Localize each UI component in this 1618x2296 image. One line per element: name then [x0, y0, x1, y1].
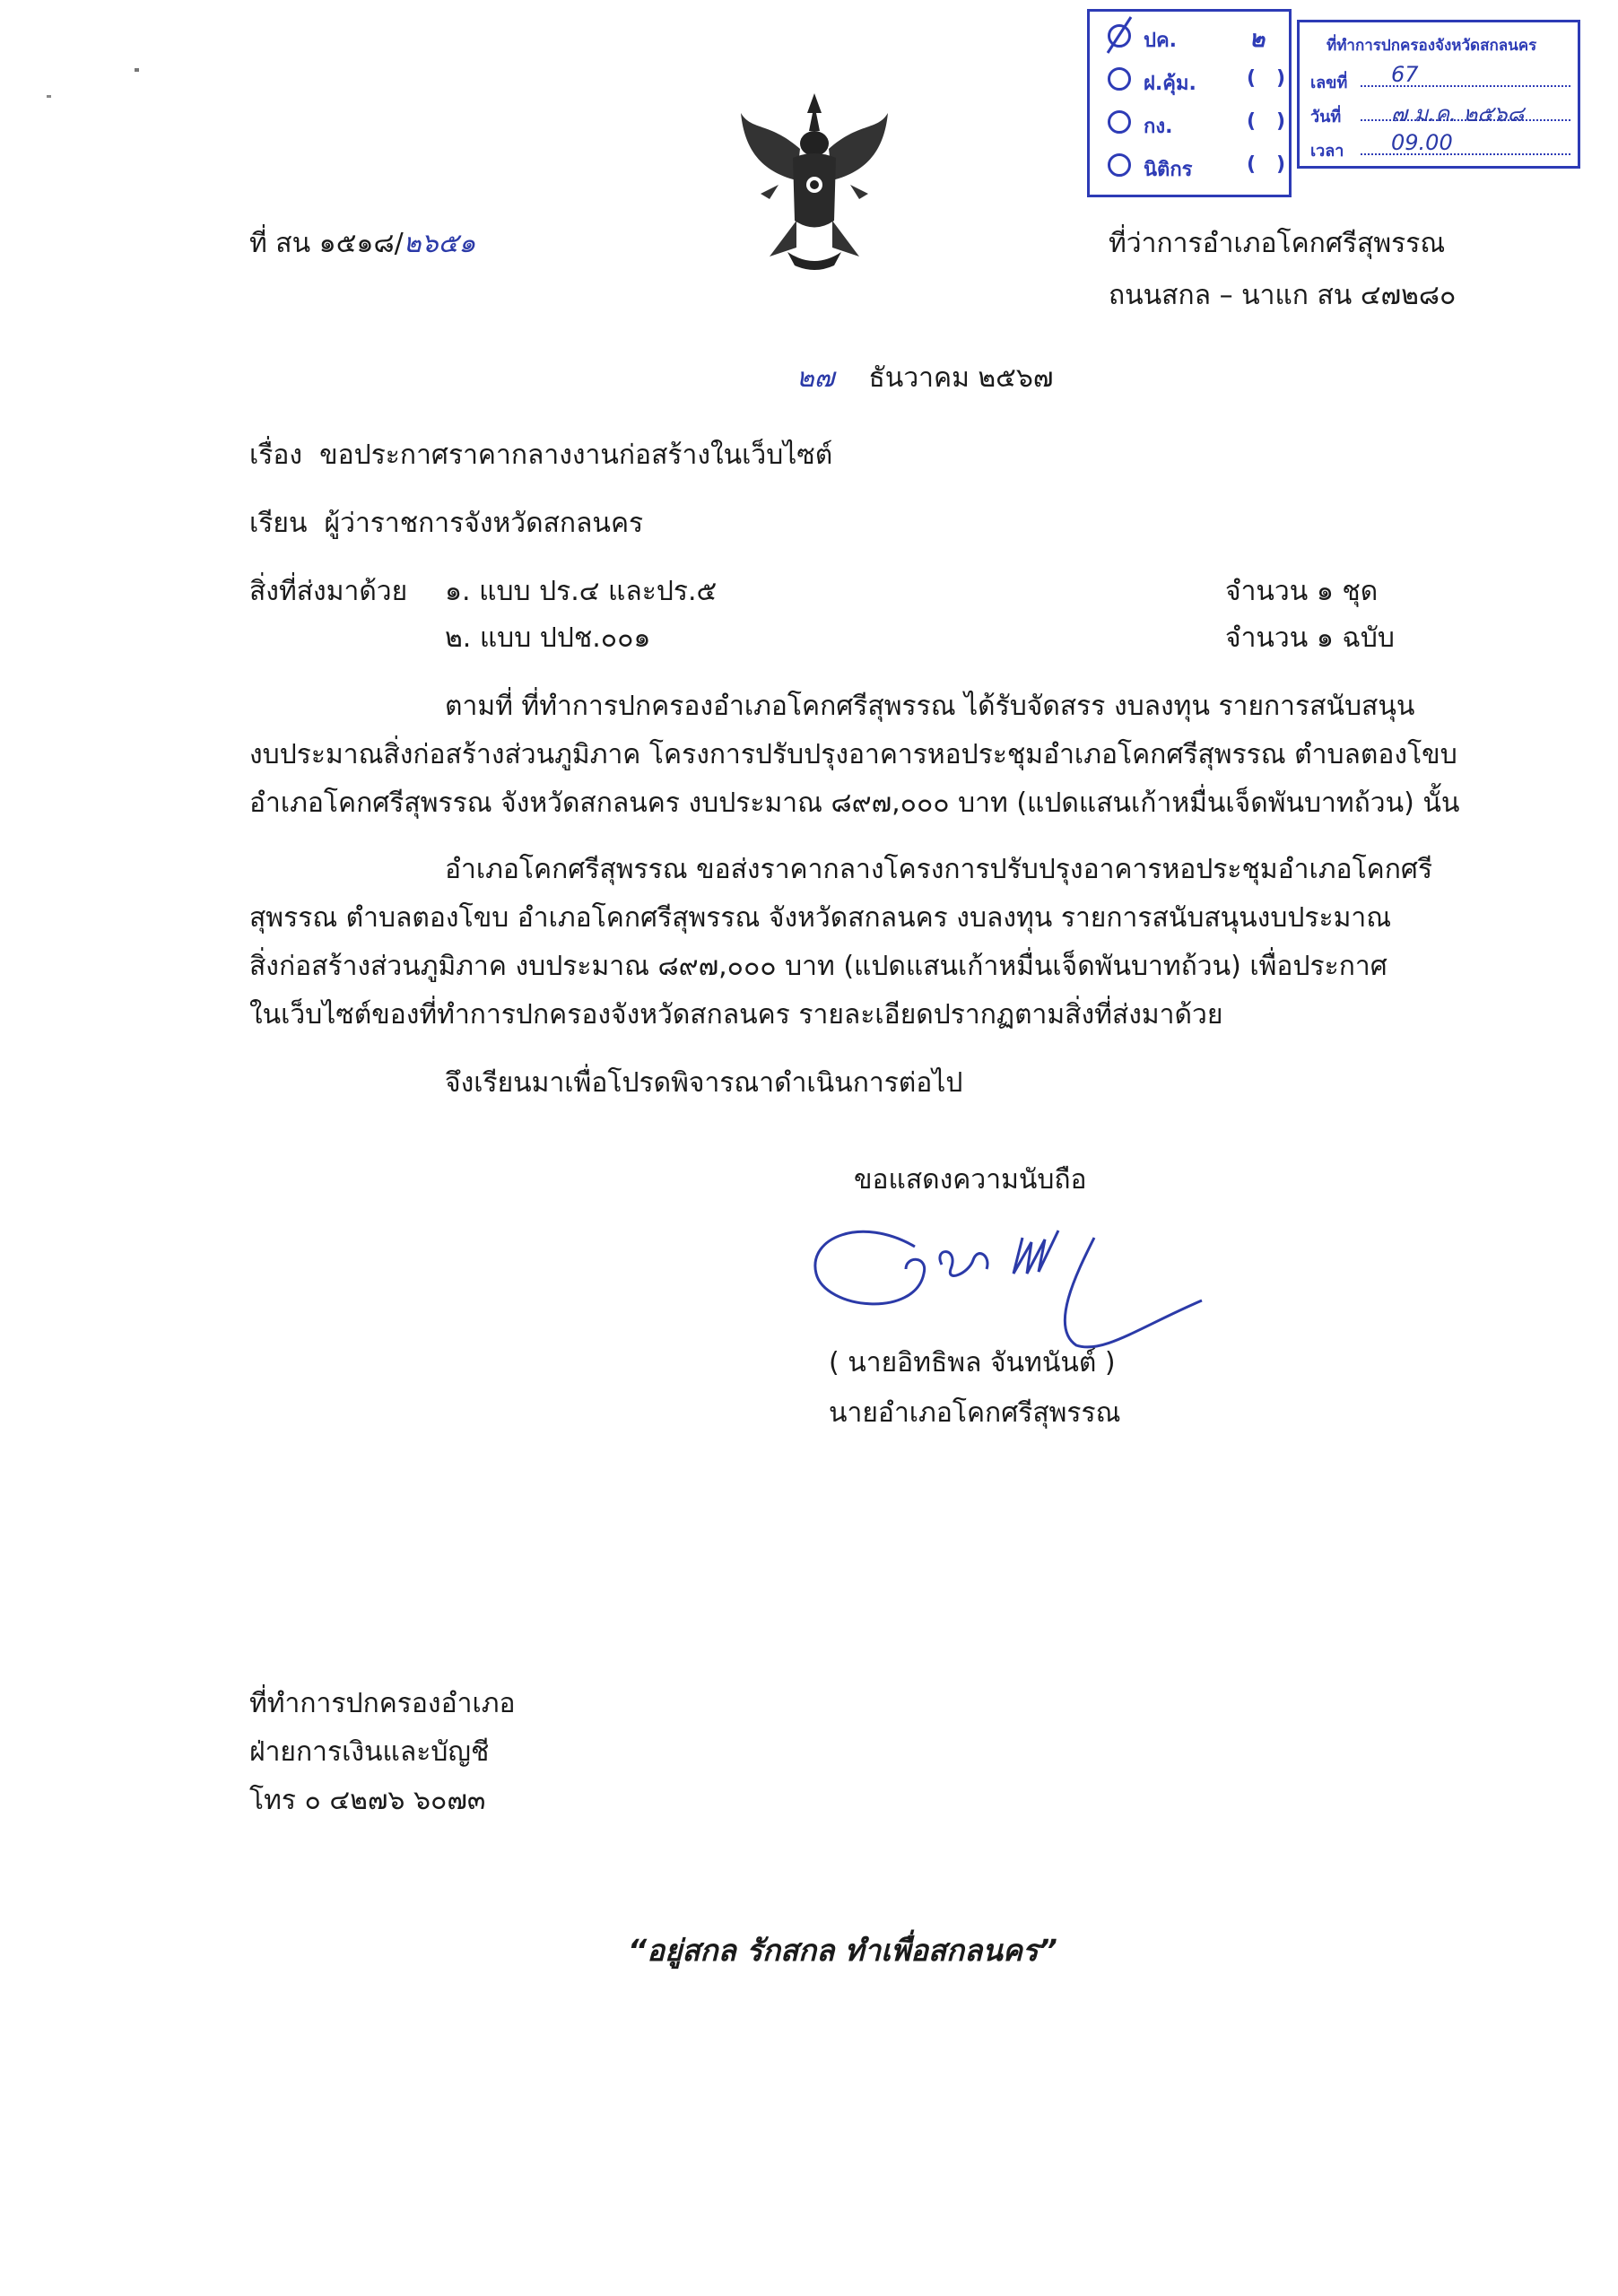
routing-row: นิติกร ( ): [1108, 148, 1287, 184]
check-circle-icon: [1108, 110, 1131, 134]
receipt-time-row: เวลา 09.00: [1310, 132, 1570, 162]
body-paragraph-1-line: อำเภอโคกศรีสุพรรณ จังหวัดสกลนคร งบประมาณ ๘๙๗,๐๐๐ บาท (แปดแสนเก้าหมื่นเจ็ดพันบาทถ้วน) นั้น: [249, 787, 1460, 819]
handwritten-date-day: ๒๗: [796, 362, 835, 394]
routing-row: กง. ( ): [1108, 105, 1287, 141]
enclosure-item: ๑. แบบ ปร.๔ และปร.๕: [445, 576, 718, 607]
body-paragraph-1-line: งบประมาณสิ่งก่อสร้างส่วนภูมิภาค โครงการปรับปรุงอาคารหอประชุมอำเภอโคกศรีสุพรรณ ตำบลตองโขบ: [249, 739, 1457, 770]
handwritten-ref-number: ๒๖๕๑: [403, 228, 476, 259]
closing-salutation: ขอแสดงความนับถือ: [854, 1164, 1087, 1196]
body-paragraph-2-line: สุพรรณ ตำบลตองโขบ อำเภอโคกศรีสุพรรณ จังหวัดสกลนคร งบลงทุน รายการสนับสนุนงบประมาณ: [249, 902, 1392, 934]
scan-speck: [135, 68, 139, 72]
enclosures-label: สิ่งที่ส่งมาด้วย: [249, 576, 408, 607]
enclosure-qty: จำนวน ๑ ชุด: [1225, 576, 1379, 607]
office-address-line1: ที่ว่าการอำเภอโคกศรีสุพรรณ: [1109, 228, 1446, 259]
subject-line: เรื่อง ขอประกาศราคากลางงานก่อสร้างในเว็บไซต์: [249, 439, 833, 471]
footer-phone: โทร ๐ ๔๒๗๖ ๖๐๗๓: [249, 1785, 486, 1816]
receipt-date-row: วันที่ ๗ ม.ค. ๒๕๖๘: [1310, 98, 1570, 128]
body-paragraph-2-line: สิ่งก่อสร้างส่วนภูมิภาค งบประมาณ ๘๙๗,๐๐๐ บาท (แปดแสนเก้าหมื่นเจ็ดพันบาทถ้วน) เพื่อประกาศ: [249, 951, 1387, 982]
receipt-time-value: 09.00: [1391, 130, 1453, 155]
body-paragraph-3: จึงเรียนมาเพื่อโปรดพิจารณาดำเนินการต่อไป: [445, 1067, 963, 1099]
scan-speck: [47, 95, 51, 98]
garuda-emblem-icon: [734, 86, 895, 274]
enclosure-item: ๒. แบบ ปปช.๐๐๑: [445, 622, 651, 654]
check-circle-icon: [1108, 67, 1131, 91]
receipt-number-row: เลขที่ 67: [1310, 64, 1570, 94]
check-circle-icon: [1108, 153, 1131, 177]
routing-row: ปค. ๒: [1108, 19, 1287, 55]
footer-department: ที่ทำการปกครองอำเภอ: [249, 1688, 516, 1719]
footer-section: ฝ่ายการเงินและบัญชี: [249, 1736, 490, 1768]
signer-name: ( นายอิทธิพล จันทนันต์ ): [829, 1347, 1116, 1378]
recipient-line: เรียน ผู้ว่าราชการจังหวัดสกลนคร: [249, 508, 644, 539]
enclosure-qty: จำนวน ๑ ฉบับ: [1225, 622, 1395, 654]
body-paragraph-1-line: ตามที่ ที่ทำการปกครองอำเภอโคกศรีสุพรรณ ได้รับจัดสรร งบลงทุน รายการสนับสนุน: [445, 691, 1415, 722]
slash-mark-icon: [1102, 15, 1138, 57]
reference-number: ที่ สน ๑๕๑๘/๒๖๕๑: [249, 228, 476, 259]
handwritten-signature: [807, 1220, 1211, 1354]
routing-row: ฝ.คุ้ม. ( ): [1108, 62, 1287, 98]
receipt-number-value: 67: [1391, 62, 1419, 87]
body-paragraph-2-line: อำเภอโคกศรีสุพรรณ ขอส่งราคากลางโครงการปรับปรุงอาคารหอประชุมอำเภอโคกศรี: [445, 854, 1433, 885]
receipt-stamp-title: ที่ทำการปกครองจังหวัดสกลนคร: [1327, 37, 1537, 55]
provincial-motto: “อยู่สกล รักสกล ทำเพื่อสกลนคร”: [628, 1933, 1057, 1968]
office-address-line2: ถนนสกล – นาแก สน ๔๗๒๘๐: [1109, 280, 1457, 311]
routing-stamp: [1087, 9, 1292, 197]
routing-mark: ๒: [1249, 26, 1266, 53]
letter-date: ๒๗ ธันวาคม ๒๕๖๗: [796, 362, 1054, 394]
receipt-date-value: ๗ ม.ค. ๒๕๖๘: [1391, 101, 1525, 126]
body-paragraph-2-line: ในเว็บไซต์ของที่ทำการปกครองจังหวัดสกลนคร รายละเอียดปรากฏตามสิ่งที่ส่งมาด้วย: [249, 999, 1223, 1031]
receipt-stamp: [1297, 20, 1580, 169]
signer-title: นายอำเภอโคกศรีสุพรรณ: [829, 1397, 1121, 1429]
